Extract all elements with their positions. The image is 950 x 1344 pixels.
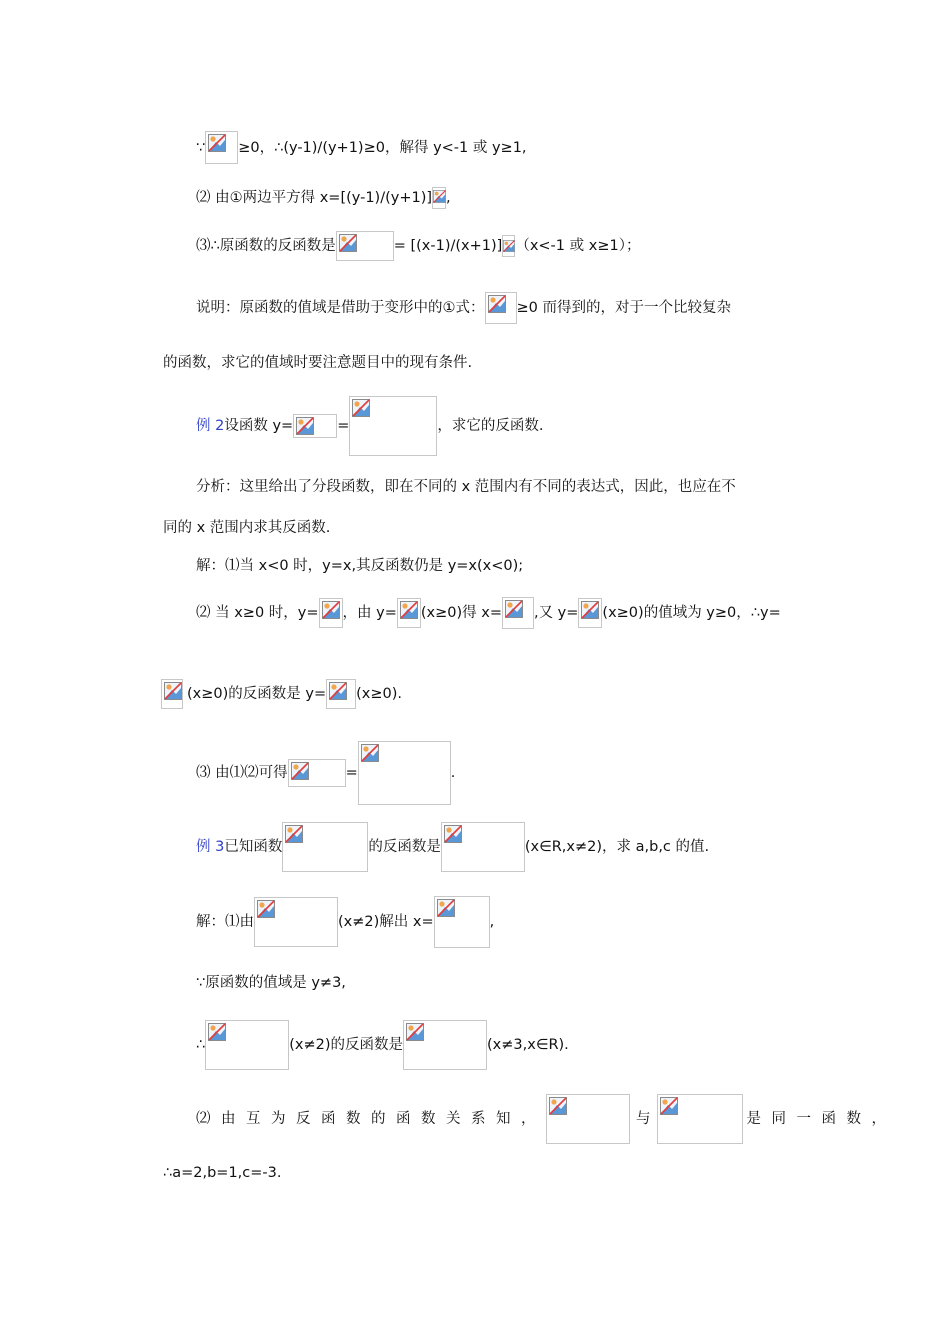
broken-image-icon [488,295,506,313]
broken-image-icon [400,601,418,619]
text-run: 是同一函数， [746,1111,897,1127]
text-run: 已知函数 [224,839,283,855]
text-run: = [345,765,358,781]
text-run: ⑵ 当 x≥0 时，y= [196,605,319,621]
broken-image-icon [208,1023,226,1041]
line-6 [196,396,543,456]
broken-image-icon [549,1097,567,1115]
therefore-symbol: ∴ [196,1037,206,1053]
formula-image [205,1020,289,1070]
text-run: （x<-1 或 x≥1）； [515,238,641,254]
formula-image [434,896,490,948]
formula-image [485,292,517,324]
text-run: ≥0，∴(y-1)/(y+1)≥0，解得 y<-1 或 y≥1, [238,139,527,156]
broken-image-icon [339,234,357,252]
formula-image [336,231,394,261]
text-run: 说明：原函数的值域是借助于变形中的①式： [196,300,485,316]
text-run: ⑶∴原函数的反函数是 [196,238,336,254]
text-run: ⑵ 由①两边平方得 x=[(y-1)/(y+1)] [196,190,433,206]
broken-image-icon [361,744,379,762]
line-18 [163,1163,281,1183]
formula-image [205,131,238,164]
text-run: (x≠2)的反函数是 [289,1037,404,1053]
formula-image [282,822,368,872]
text-run: 的反函数是 [368,839,441,855]
broken-image-icon [503,240,515,252]
line-13 [196,822,709,872]
line-8 [163,518,330,538]
line-14 [196,896,494,948]
formula-image [502,597,534,629]
broken-image-icon [164,682,182,700]
text-run: ⑶ 由⑴⑵可得 [196,765,288,781]
text-run: 解：⑴当 x<0 时，y=x,其反函数仍是 y=x(x<0); [196,558,524,574]
line-16 [196,1020,569,1070]
line-9 [196,556,523,576]
line-17 [196,1094,897,1144]
line-7 [196,477,736,497]
because-symbol: ∵ [196,139,206,156]
line-3 [196,231,640,261]
line-10 [196,597,781,629]
line-2 [196,187,451,209]
broken-image-icon [322,601,340,619]
formula-image [349,396,437,456]
line-4 [196,292,731,324]
formula-image [254,897,338,947]
broken-image-icon [208,134,226,152]
formula-image [657,1094,743,1144]
formula-image [161,679,183,709]
line-15 [196,973,346,993]
broken-image-icon [352,399,370,417]
broken-image-icon [433,190,446,203]
formula-image [403,1020,487,1070]
broken-image-icon [285,825,303,843]
formula-image [546,1094,630,1144]
text-run: 设函数 y= [224,418,294,434]
formula-image [358,741,451,805]
text-run: ⑵由互为反函数的函数关系知， [196,1111,546,1127]
line-12 [196,741,455,805]
text-run: 同的 x 范围内求其反函数. [163,520,331,536]
text-run: 的函数，求它的值域时要注意题目中的现有条件. [163,355,473,371]
broken-image-icon [329,682,347,700]
text-run: (x≠3,x∈R). [487,1037,569,1053]
example-label: 例 2 [196,418,225,434]
broken-image-icon [660,1097,678,1115]
text-run: (x≥0)的值域为 y≥0，∴y= [602,605,781,621]
formula-image [397,598,421,628]
text-run: 与 [636,1111,651,1127]
text-run: 分析：这里给出了分段函数，即在不同的 x 范围内有不同的表达式，因此，也应在不 [196,479,736,495]
text-run: ∴a=2,b=1,c=-3. [163,1165,282,1181]
formula-image [441,822,525,872]
text-run: . [450,765,456,781]
formula-image [432,187,446,209]
text-run: ,又 y= [533,605,579,621]
text-run: (x∈R,x≠2)，求 a,b,c 的值. [524,839,710,855]
formula-image [502,235,515,257]
text-run: ∵原函数的值域是 y≠3, [196,975,346,991]
text-run: 解：⑴由 [196,914,254,930]
line-11 [161,679,402,709]
broken-image-icon [505,600,523,618]
text-run: ≥0 而得到的，对于一个比较复杂 [516,300,731,316]
line-1 [196,131,527,164]
example-label: 例 3 [196,839,225,855]
formula-image [288,759,346,787]
text-run: = [337,418,350,434]
formula-image [319,598,343,628]
text-run: = [(x-1)/(x+1)] [393,238,503,254]
text-run: (x≥0). [356,686,402,702]
broken-image-icon [444,825,462,843]
broken-image-icon [437,899,455,917]
text-run: (x≥0)得 x= [420,605,502,621]
text-run: ，求它的反函数. [437,418,544,434]
broken-image-icon [296,417,314,435]
text-run: , [446,190,451,206]
broken-image-icon [406,1023,424,1041]
text-run: , [489,914,495,930]
formula-image [326,679,356,709]
text-run: ，由 y= [342,605,397,621]
broken-image-icon [291,762,309,780]
text-run: (x≠2)解出 x= [338,914,434,930]
text-run: (x≥0)的反函数是 y= [187,686,327,702]
formula-image [578,598,602,628]
broken-image-icon [257,900,275,918]
formula-image [293,414,337,438]
broken-image-icon [581,601,599,619]
line-5 [163,353,472,373]
